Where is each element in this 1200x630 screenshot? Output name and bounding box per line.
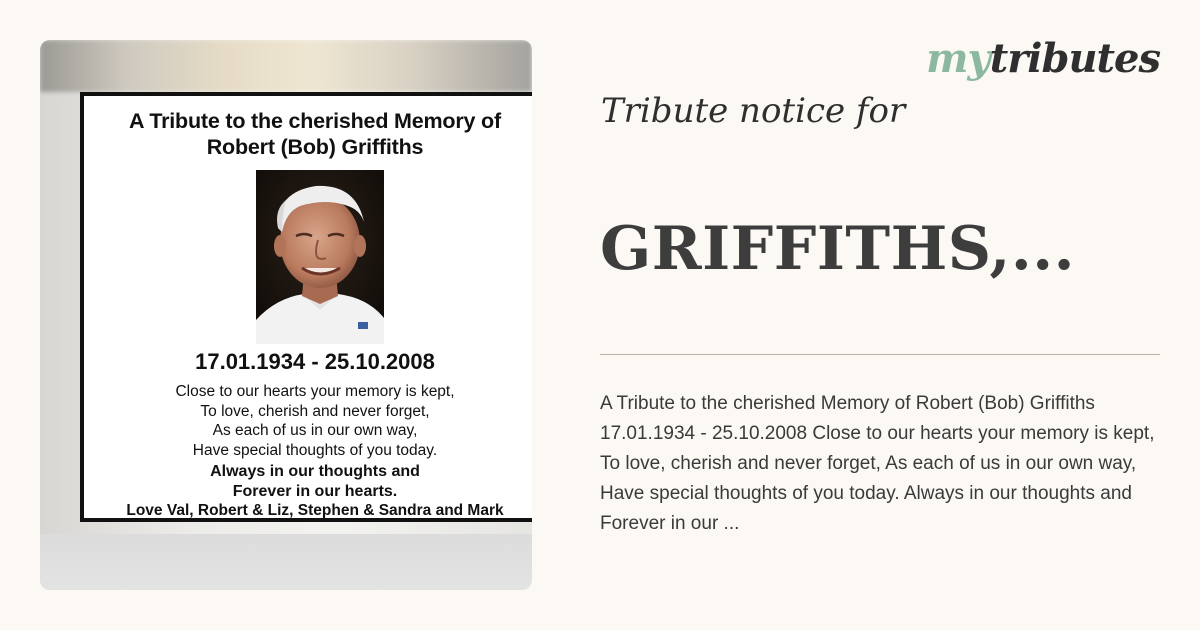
- logo-tributes: tributes: [989, 35, 1160, 82]
- notice-summary: A Tribute to the cherished Memory of Robert (Bob) Griffiths 17.01.1934 - 25.10.2008 Close to our hearts your memory is kept, To love, cherish and never forget, As each of us in our own way, Have special thoughts of you today. Always in our thoughts and Forever in our ...: [600, 393, 1155, 534]
- memorial-verse: [84, 382, 532, 460]
- notice-image-card[interactable]: [40, 40, 532, 590]
- deceased-name-headline: GRIFFITHS,...: [600, 214, 1076, 284]
- portrait-photo: [256, 170, 384, 344]
- life-dates: 17.01.1934 - 25.10.2008: [195, 349, 435, 374]
- notice-title-line-1: A Tribute to the cherished Memory of: [129, 109, 501, 133]
- notice-kicker: Tribute notice for: [601, 91, 906, 131]
- divider: [600, 354, 1160, 355]
- verse-line: To love, cherish and never forget,: [200, 402, 430, 420]
- portrait-illustration: [256, 170, 384, 344]
- card-top-shading: [40, 40, 532, 92]
- verse-line: As each of us in our own way,: [212, 422, 418, 439]
- closing-lines: [84, 462, 532, 501]
- closing-line: Always in our thoughts and: [210, 463, 420, 480]
- logo-my: my: [926, 35, 990, 82]
- closing-line: Forever in our hearts.: [232, 482, 398, 500]
- notice-title: [84, 108, 532, 160]
- verse-line: Close to our hearts your memory is kept,: [175, 383, 455, 400]
- verse-line: Have special thoughts of you today.: [192, 441, 438, 459]
- tribute-notice: [80, 92, 532, 522]
- card-bottom-shading: [40, 534, 532, 590]
- family-signoff: Love Val, Robert & Liz, Stephen & Sandra and Mark: [126, 502, 504, 519]
- notice-title-line-2: Robert (Bob) Griffiths: [206, 135, 424, 159]
- mytributes-logo[interactable]: [926, 34, 1160, 84]
